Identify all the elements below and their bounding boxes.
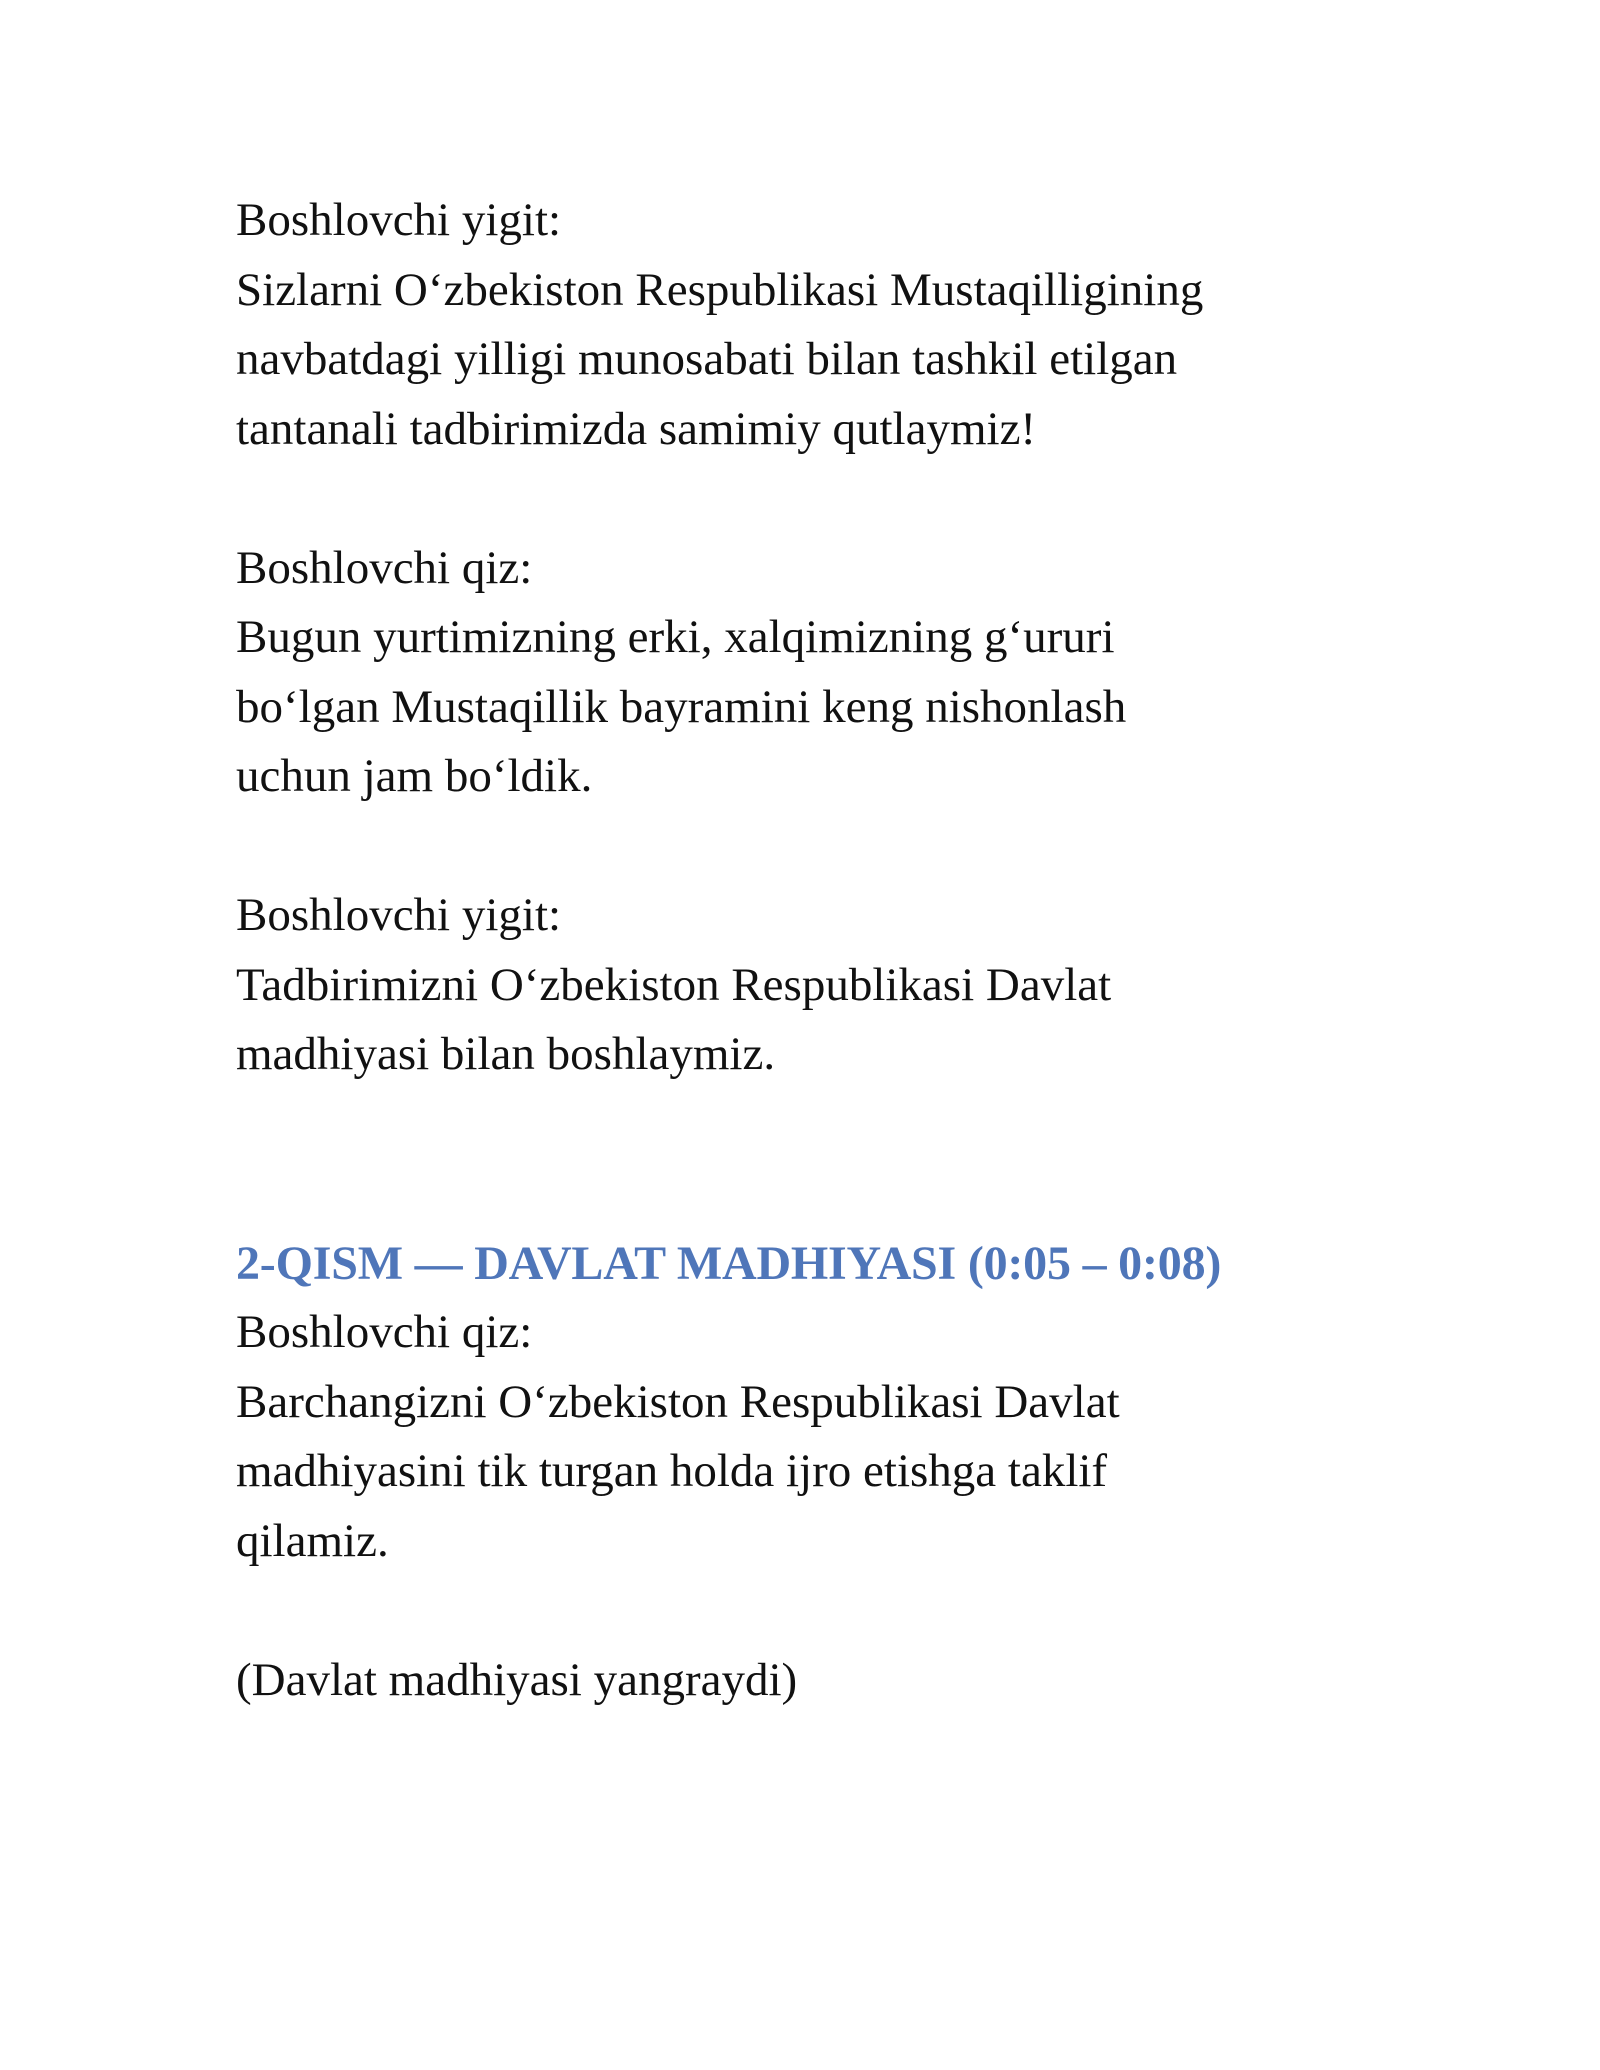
speaker-label: Boshlovchi qiz: [236, 541, 533, 594]
speaker-label: Boshlovchi yigit: [236, 194, 562, 246]
dialogue-line: qilamiz. [236, 1514, 389, 1567]
dialogue-block-2 [236, 534, 1396, 812]
dialogue-line: tantanali tadbirimizda samimiy qutlaymiz! [236, 402, 1037, 455]
document-body [236, 186, 1396, 1715]
paragraph-gap [236, 1576, 1396, 1646]
section-block [236, 1229, 1396, 1716]
dialogue-block-1 [236, 186, 1396, 464]
section-heading: 2-QISM — DAVLAT MADHIYASI (0:05 – 0:08) [236, 1236, 1222, 1290]
speaker-label: Boshlovchi yigit: [236, 889, 562, 941]
dialogue-line: madhiyasini tik turgan holda ijro etishga taklif [236, 1445, 1108, 1497]
dialogue-line: Tadbirimizni O‘zbekiston Respublikasi Davlat [236, 958, 1112, 1011]
paragraph-gap [236, 812, 1396, 882]
dialogue-line: Barchangizni O‘zbekiston Respublikasi Davlat [236, 1375, 1120, 1428]
dialogue-block-3 [236, 881, 1396, 1090]
stage-direction: (Davlat madhiyasi yangraydi) [236, 1653, 798, 1706]
dialogue-line: navbatdagi yilligi munosabati bilan tashkil etilgan [236, 333, 1178, 385]
dialogue-line: bo‘lgan Mustaqillik bayramini keng nishonlash [236, 680, 1127, 733]
dialogue-line: uchun jam bo‘ldik. [236, 750, 593, 802]
paragraph-gap [236, 464, 1396, 534]
speaker-label: Boshlovchi qiz: [236, 1306, 533, 1358]
dialogue-line: Bugun yurtimizning erki, xalqimizning g‘ururi [236, 611, 1115, 663]
section-gap [236, 1090, 1396, 1229]
dialogue-line: Sizlarni O‘zbekiston Respublikasi Mustaqilligining [236, 263, 1204, 316]
dialogue-line: madhiyasi bilan boshlaymiz. [236, 1028, 776, 1080]
